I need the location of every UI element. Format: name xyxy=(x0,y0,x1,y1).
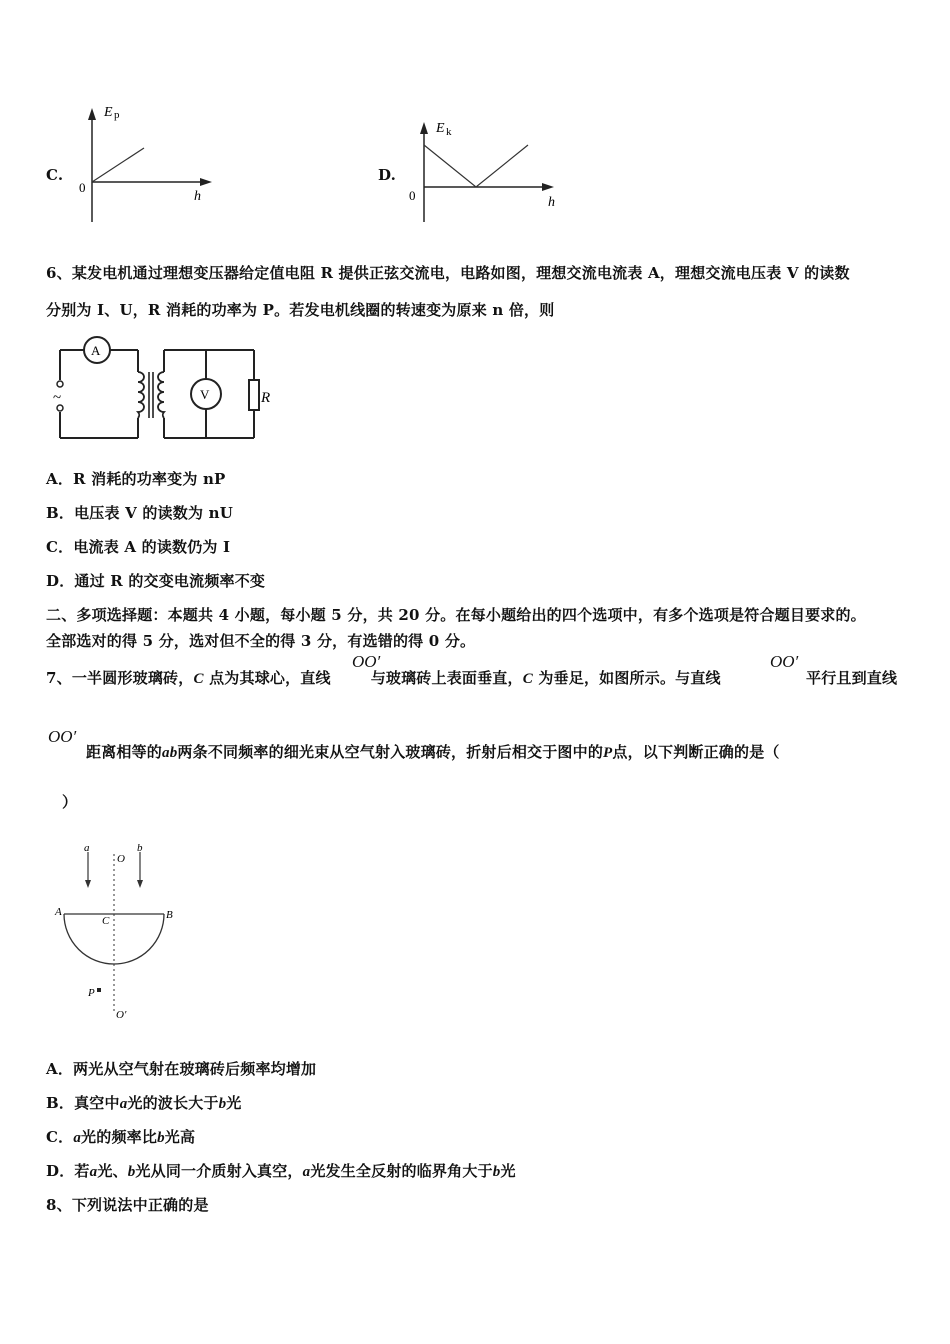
graph-d-xlabel: h xyxy=(548,195,555,210)
label-P: P xyxy=(88,987,95,999)
q6-stem-line2: 分别为 I、U，R 消耗的功率为 P。若发电机线圈的转速变为原来 n 倍，则 xyxy=(46,301,555,319)
q7-stem-line1-end: 平行且到直线 xyxy=(806,669,898,687)
q7-option-d: D．若a光、b光从同一介质射入真空，a光发生全反射的临界角大于b光 xyxy=(46,1162,516,1180)
label-b: b xyxy=(137,842,143,854)
q7-stem-line1: 7、一半圆形玻璃砖，C 点为其球心，直线 与玻璃砖上表面垂直，C 为垂足，如图所示。与直线 xyxy=(46,669,721,687)
graph-d-line xyxy=(424,145,528,187)
q7-stem-line2: 距离相等的ab两条不同频率的细光束从空气射入玻璃砖，折射后相交于图中的P点，以下判断正确的是（ xyxy=(86,743,780,761)
graph-c-ep-vs-h xyxy=(72,98,222,226)
q7-oo-symbol-2: OO′ xyxy=(770,652,799,671)
label-a: a xyxy=(84,842,90,854)
q7-option-a: A．两光从空气射在玻璃砖后频率均增加 xyxy=(46,1060,317,1078)
q6-option-d: D．通过 R 的交变电流频率不变 xyxy=(46,572,266,590)
resistor xyxy=(249,380,259,410)
q8-stem: 8、下列说法中正确的是 xyxy=(46,1196,209,1214)
q6-option-a: A．R 消耗的功率变为 nP xyxy=(46,470,226,488)
q7-option-b: B．真空中a光的波长大于b光 xyxy=(46,1094,242,1112)
q7-glass-figure xyxy=(50,840,190,1025)
q7-oo-symbol-3: OO′ xyxy=(48,727,77,746)
label-o-prime: O′ xyxy=(116,1009,127,1021)
q7-option-c: C．a光的频率比b光高 xyxy=(46,1128,196,1146)
graph-d-ek-vs-h xyxy=(404,112,564,224)
q6-option-b: B．电压表 V 的读数为 nU xyxy=(46,504,233,522)
q7-stem-line3: ） xyxy=(62,793,78,811)
graph-c-y-arrow xyxy=(88,108,96,120)
graph-c-line xyxy=(92,148,144,182)
graph-d-y-arrow xyxy=(420,122,428,134)
source-terminal-top xyxy=(57,381,63,387)
option-c-label: C. xyxy=(46,166,64,184)
secondary-coil xyxy=(158,372,164,418)
label-B: B xyxy=(166,909,173,921)
ammeter-label: A xyxy=(91,343,101,358)
section2-instructions-line2: 全部选对的得 5 分，选对但不全的得 3 分，有选错的得 0 分。 xyxy=(46,632,476,650)
resistor-label: R xyxy=(261,390,271,406)
q6-stem-line1: 6、某发电机通过理想变压器给定值电阻 R 提供正弦交流电，电路如图，理想交流电流表 A，理想交流电压表 V 的读数 xyxy=(46,264,850,282)
point-p xyxy=(97,988,101,992)
graph-c-x-arrow xyxy=(200,178,212,186)
source-symbol: ~ xyxy=(53,390,62,406)
graph-d-origin: 0 xyxy=(409,188,416,203)
label-o: O xyxy=(117,853,125,865)
voltmeter-label: V xyxy=(200,387,210,402)
graph-d-ylabel: E xyxy=(436,121,445,136)
q7-oo-symbol-1: OO′ xyxy=(352,652,381,671)
label-C: C xyxy=(102,915,110,927)
label-A: A xyxy=(55,906,62,918)
ray-b-arrow xyxy=(137,880,143,888)
option-d-label: D. xyxy=(378,166,397,184)
primary-coil xyxy=(138,372,144,418)
q6-option-c: C．电流表 A 的读数仍为 I xyxy=(46,538,231,556)
graph-d-x-arrow xyxy=(542,183,554,191)
graph-c-ylabel-sub: p xyxy=(114,109,120,121)
graph-d-ylabel-sub: k xyxy=(446,126,452,138)
section2-instructions-line1: 二、多项选择题：本题共 4 小题，每小题 5 分，共 20 分。在每小题给出的四个选项中，有多个选项是符合题目要求的。 xyxy=(46,606,866,624)
graph-c-origin: 0 xyxy=(79,180,86,195)
graph-c-xlabel: h xyxy=(194,189,201,204)
graph-c-ylabel: E xyxy=(104,105,113,120)
ray-a-arrow xyxy=(85,880,91,888)
q6-circuit-diagram xyxy=(46,336,286,446)
